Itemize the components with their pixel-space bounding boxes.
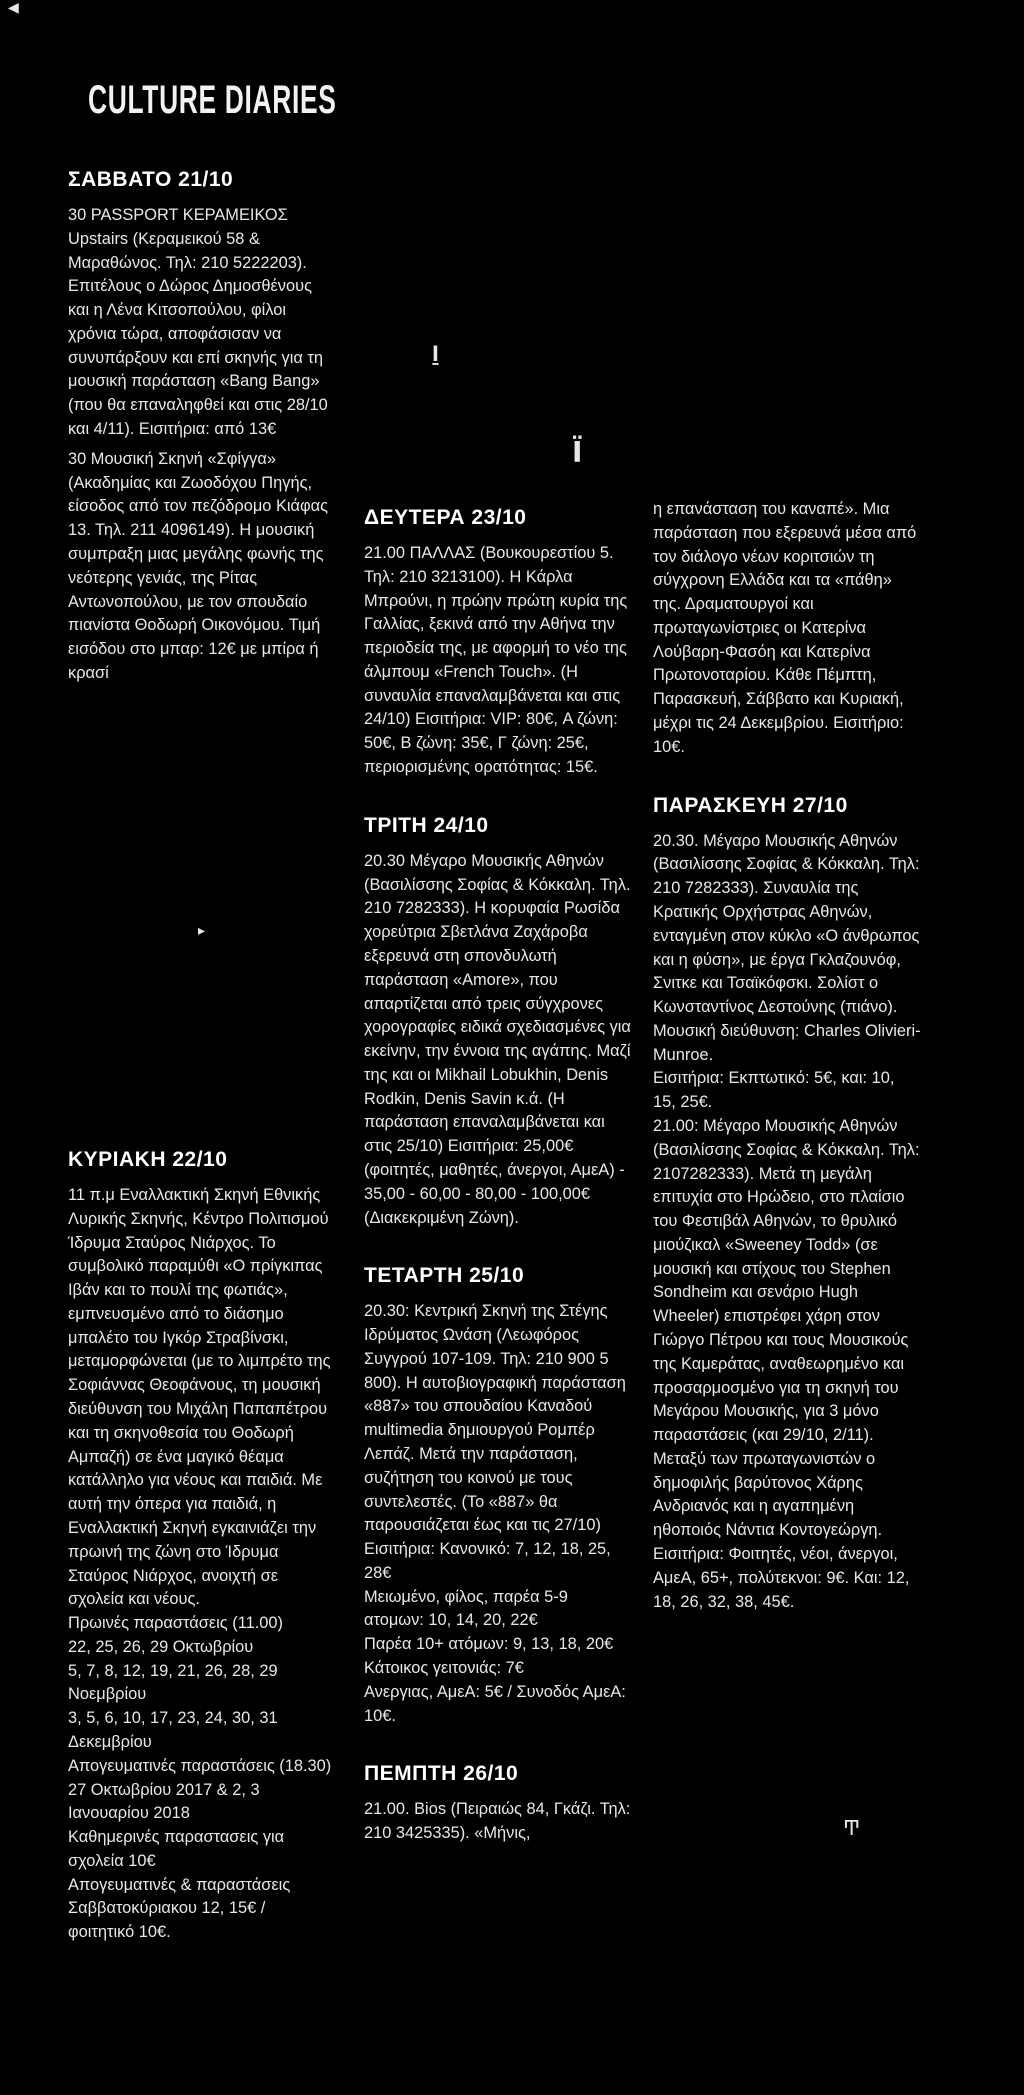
section-heading-sunday: ΚΥΡΙΑΚΗ 22/10 — [68, 1148, 228, 1171]
ticket-line: Μειωμένο, φίλος, παρέα 5-9 ατομων: 10, 14, 20, 22€ — [364, 1587, 568, 1630]
listing-friday-1-tickets: Εισιτήρια: Εκπτωτικό: 5€, και: 10, 15, 25€. — [653, 1069, 895, 1112]
brand-title: CULTURE DIARIES — [88, 78, 337, 122]
listing-sunday: 11 π.μ Εναλλακτική Σκηνή Εθνικής Λυρικής Σκηνής, Κέντρο Πολιτισμού Ίδρυμα Σταύρος Νιάρχος. Το συμβολικό παραμύθι «Ο πρίγκιπας Ιβάν και το πουλί της φωτιάς», εμπνευσμένο από το διάσημο μπαλέτο του Ιγκόρ Στραβίνσκι, μεταμορφώνεται (με το λιμπρέτο της Σοφιάννας Θεοφάνους, τη μουσική διεύθυνση του Μιχάλη Παπαπέτρου και τη σκηνοθεσία του Θοδωρή Αμπαζή) σε ένα μαγικό θέαμα κατάλληλο για νέους και παιδιά. Με αυτή την όπερα για παιδιά, η Εναλλακτική Σκηνή εγκαινιάζει την πρωινή της ζώνη στο Ίδρυμα Σταύρος Νιάρχος, ανοιχτή σε σχολεία και νέους. — [68, 1186, 331, 1609]
listing-wednesday: 20.30: Κεντρική Σκηνή της Στέγης Ιδρύματος Ωνάση (Λεωφόρος Συγγρού 107-109. Τηλ: 210 900 5 800). Η αυτοβιογραφική παράσταση «887» του σπουδαίου Καναδού multimedia δημιουργού Ρομπέρ Λεπάζ. Μετά την παράσταση, συζήτηση του κοινού με τους συντελεστές. (Το «887» θα παρουσιάζεται έως και τις 27/10) — [364, 1302, 626, 1535]
corner-arrow-icon: ◀ — [8, 0, 19, 16]
column-3 — [653, 498, 921, 1614]
ticket-line: Εισιτήρια: Κανονικό: 7, 12, 18, 25, 28€ — [364, 1540, 611, 1582]
listing-friday-2: 21.00: Μέγαρο Μουσικής Αθηνών (Βασιλίσσης Σοφίας & Κόκκαλη. Τηλ: 2107282333). Μετά τη μεγάλη επιτυχία στο Ηρώδειο, στο πλαίσιο του Φεστιβάλ Αθηνών, το θρυλικό μιούζικαλ «Sweeney Todd» (σε μουσική και στίχους του Stephen Sondheim και σενάριο Hugh Wheeler) επιστρέφει χάρη στον Γιώργο Πέτρου και τους Μουσικούς της Καμεράτας, αναθεωρημένο και προσαρμοσμένο για τη σκηνή του Μεγάρου Μουσικής, για 3 μόνο παραστάσεις (και 29/10, 2/11). Μεταξύ των πρωταγωνιστών ο δημοφιλής βαρύτονος Χάρης Ανδριανός και η αγαπημένη ηθοποιός Νάντια Κοντογεώργη. — [653, 1116, 920, 1540]
listing-saturday-1: 30 PASSPORT ΚΕΡΑΜΕΙΚΟΣ Upstairs (Κεραμεικού 58 & Μαραθώνος. Τηλ: 210 5222203). Επιτέλους ο Δώρος Δημοσθένους και η Λένα Κιτσοπούλου, φίλοι χρόνια τώρα, αποφάσισαν να συνυπάρξουν και επί σκηνής για τη μουσική παράσταση «Bang Bang» (που θα επαναληφθεί και στις 28/10 και 4/11). Εισιτήρια: από 13€ — [68, 206, 328, 439]
schedule-line: 3, 5, 6, 10, 17, 23, 24, 30, 31 Δεκεμβρίου — [68, 1709, 278, 1751]
column-2 — [364, 498, 632, 1846]
image-fragment-icon: Ϊ — [572, 436, 583, 469]
listing-friday-2-tickets: Εισιτήρια: Φοιτητές, νέοι, άνεργοι, ΑμεΑ, 65+, πολύτεκνοι: 9€. Και: 12, 18, 26, 32, 38, 45€. — [653, 1545, 910, 1611]
ticket-line: Ανεργιας, ΑμεΑ: 5€ / Συνοδός ΑμεΑ: 10€. — [364, 1682, 626, 1725]
schedule-line: Απογευματινές παραστάσεις (18.30) — [68, 1756, 332, 1775]
section-heading-friday: ΠΑΡΑΣΚΕΥΗ 27/10 — [653, 793, 848, 817]
section-heading-wednesday: ΤΕΤΑΡΤΗ 25/10 — [364, 1264, 525, 1288]
image-fragment-icon: Ͳ — [843, 1816, 861, 1840]
column-1 — [68, 160, 336, 1942]
ticket-line: Παρέα 10+ ατόμων: 9, 13, 18, 20€ Κάτοικος γειτονιάς: 7€ — [364, 1635, 614, 1678]
section-heading-thursday: ΠΕΜΠΤΗ 26/10 — [364, 1762, 519, 1786]
listing-thursday-continued: η επανάσταση του καναπέ». Μια παράσταση που εξερευνά μέσα από τον διάλογο νέων κοριτσιών τη σύγχρονη Ελλάδα και τα «πάθη» της. Δραματουργοί και πρωταγωνίστριες οι Κατερίνα Λούβαρη-Φασόη και Κατερίνα Πρωτονοταρίου. Κάθε Πέμπτη, Παρασκευή, Σάββατο και Κυριακή, μέχρι τις 24 Δεκεμβρίου. Εισιτήριο: 10€. — [653, 500, 917, 756]
sunday-section — [68, 1140, 336, 1945]
section-heading-monday: ΔΕΥΤΕΡΑ 23/10 — [364, 506, 527, 529]
schedule-line: 27 Οκτωβρίου 2017 & 2, 3 Ιανουαρίου 2018 — [68, 1780, 260, 1823]
section-heading-saturday: ΣΑΒΒΑΤΟ 21/10 — [68, 168, 234, 191]
schedule-line: Πρωινές παραστάσεις (11.00) — [68, 1614, 283, 1633]
listing-tuesday: 20.30 Μέγαρο Μουσικής Αθηνών (Βασιλίσσης Σοφίας & Κόκκαλη. Τηλ. 210 7282333). Η κορυφαία Ρωσίδα χορεύτρια Σβετλάνα Ζαχάροβα εξερευνά στη σπονδυλωτή παράσταση «Amore», που απαρτίζεται από τρεις σύγχρονες χορογραφίες ειδικά σχεδιασμένες για εκείνην, την έννοια της αγάπης. Μαζί της και οι Mikhail Lobukhin, Denis Rodkin, Denis Savin κ.ά. (Η παράσταση επαναλαμβάνεται και στις 25/10) Εισιτήρια: 25,00€ (φοιτητές, μαθητές, άνεργοι, ΑμεΑ) - 35,00 - 60,00 - 80,00 - 100,00€ (Διακεκριμένη Ζώνη). — [364, 851, 631, 1227]
listing-saturday-2: 30 Μουσική Σκηνή «Σφίγγα» (Ακαδημίας και Ζωοδόχου Πηγής, είσοδος από τον πεζόδρομο Κιάφας 13. Τηλ. 211 4096149). Η μουσική συμπραξη μιας μεγάλης φωνής της νεότερης γενιάς, της Ρίτας Αντωνοπούλου, με τον σπουδαίο πιανίστα Θοδωρή Οικονόμου. Τιμή εισόδου στο μπαρ: 12€ με μπίρα ή κρασί — [68, 449, 329, 682]
listing-thursday: 21.00. Bios (Πειραιώς 84, Γκάζι. Τηλ: 210 3425335). «Μήνις, — [364, 1800, 631, 1843]
schedule-line: Απογευματινές & παραστάσεις Σαββατοκύριακου 12, 15€ / φοιτητικό 10€. — [68, 1875, 291, 1942]
image-fragment-icon: ▸ — [198, 923, 206, 939]
image-fragment-icon: ḻ — [432, 342, 439, 366]
schedule-line: 5, 7, 8, 12, 19, 21, 26, 28, 29 Νοεμβρίου — [68, 1661, 278, 1704]
listing-friday-1: 20.30. Μέγαρο Μουσικής Αθηνών (Βασιλίσσης Σοφίας & Κόκκαλη. Τηλ: 210 7282333). Συναυλία της Κρατικής Ορχήστρας Αθηνών, ενταγμένη στον κύκλο «Ο άνθρωπος και η φύση», με έργα Γκλαζουνόφ, Σνιτκε και Τσαϊκόφσκι. Σολίστ ο Κωνσταντίνος Δεστούνης (πιάνο). Μουσική διεύθυνση: Charles Olivieri-Munroe. — [653, 831, 921, 1064]
listing-monday: 21.00 ΠΑΛΛΑΣ (Βουκουρεστίου 5. Τηλ: 210 3213100). Η Κάρλα Μπρούνι, η πρώην πρώτη κυρία της Γαλλίας, ξεκινά από την Αθήνα την περιοδεία της, με αφορμή το νέο της άλμπουμ «French Touch». (Η συναυλία επαναλαμβάνεται και στις 24/10) Εισιτήρια: VIP: 80€, Α ζώνη: 50€, Β ζώνη: 35€, Γ ζώνη: 25€, περιορισμένης ορατότητας: 15€. — [364, 544, 628, 777]
schedule-line: Καθημερινές παραστασεις για σχολεία 10€ — [68, 1828, 285, 1870]
schedule-line: 22, 25, 26, 29 Οκτωβρίου — [68, 1637, 254, 1656]
section-heading-tuesday: ΤΡΙΤΗ 24/10 — [364, 813, 489, 837]
